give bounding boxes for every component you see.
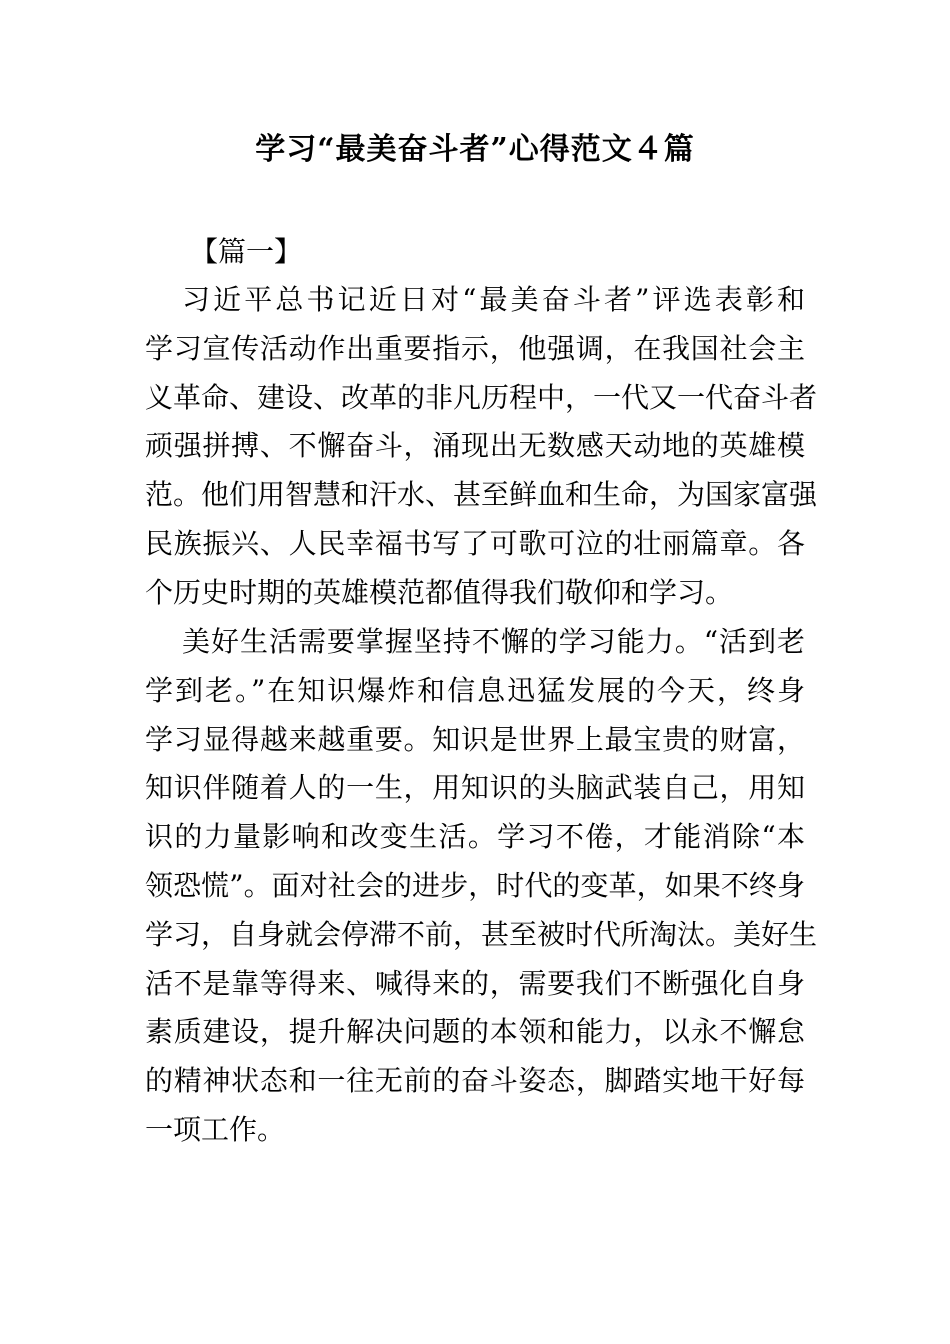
section-heading: 【篇一】 — [190, 235, 303, 268]
paragraph-line: 素质建设，提升解决问题的本领和能力，以永不懈怠 — [145, 1015, 805, 1049]
paragraph-line: 个历史时期的英雄模范都值得我们敬仰和学习。 — [145, 575, 734, 609]
paragraph-line: 习近平总书记近日对“最美奋斗者”评选表彰和 — [182, 283, 805, 316]
paragraph-line: 学习宣传活动作出重要指示，他强调，在我国社会主 — [145, 331, 805, 365]
paragraph-line: 领恐慌”。面对社会的进步，时代的变革，如果不终身 — [145, 868, 805, 902]
paragraph-line: 活不是靠等得来、喊得来的，需要我们不断强化自身 — [145, 966, 805, 1000]
paragraph-line: 义革命、建设、改革的非凡历程中，一代又一代奋斗者 — [145, 380, 818, 414]
paragraph-line: 的精神状态和一往无前的奋斗姿态，脚踏实地干好每 — [145, 1064, 805, 1098]
paragraph-line: 知识伴随着人的一生，用知识的头脑武装自己，用知 — [145, 771, 805, 805]
paragraph-1 — [145, 276, 818, 618]
paragraph-line: 学习显得越来越重要。知识是世界上最宝贵的财富， — [145, 722, 805, 756]
paragraph-line: 范。他们用智慧和汗水、甚至鲜血和生命，为国家富强 — [145, 478, 818, 512]
paragraph-line: 顽强拼搏、不懈奋斗，涌现出无数感天动地的英雄模 — [145, 429, 805, 463]
paragraph-line: 一项工作。 — [145, 1112, 286, 1146]
paragraph-line: 学到老。”在知识爆炸和信息迅猛发展的今天，终身 — [145, 673, 805, 707]
paragraph-line: 识的力量影响和改变生活。学习不倦，才能消除“本 — [145, 820, 805, 854]
paragraph-line: 民族振兴、人民幸福书写了可歌可泣的壮丽篇章。各 — [145, 526, 805, 560]
document-title: 学习“最美奋斗者”心得范文４篇 — [255, 132, 695, 167]
paragraph-2 — [145, 618, 818, 1155]
paragraph-line: 学习，自身就会停滞不前，甚至被时代所淘汰。美好生 — [145, 917, 818, 951]
paragraph-line: 美好生活需要掌握坚持不懈的学习能力。“活到老 — [182, 625, 805, 658]
